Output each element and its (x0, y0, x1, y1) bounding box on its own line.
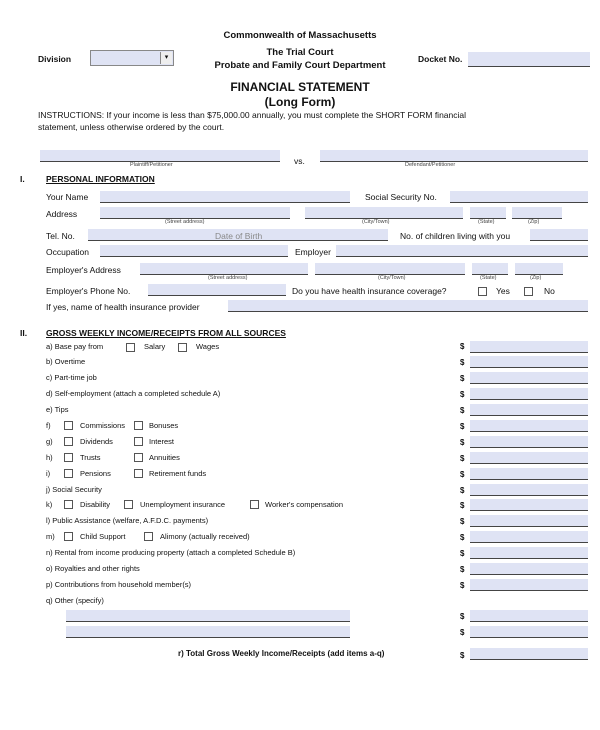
employer-street-input[interactable] (140, 263, 308, 275)
currency-symbol: $ (460, 549, 465, 558)
section-2-title: GROSS WEEKLY INCOME/RECEIPTS FROM ALL SOURCES (46, 328, 286, 338)
occupation-input[interactable] (100, 245, 288, 257)
currency-symbol: $ (460, 533, 465, 542)
section-1-title: PERSONAL INFORMATION (46, 174, 155, 184)
income-g-input[interactable] (470, 436, 588, 448)
income-d-input[interactable] (470, 388, 588, 400)
annuities-checkbox[interactable] (134, 453, 143, 462)
alimony-checkbox[interactable] (144, 532, 153, 541)
alimony-label: Alimony (actually received) (160, 532, 250, 541)
income-h-label: h) (46, 453, 53, 462)
defendant-input[interactable] (320, 150, 588, 162)
salary-label: Salary (144, 342, 166, 351)
address-zip-input[interactable] (512, 207, 562, 219)
address-city-input[interactable] (305, 207, 463, 219)
disability-label: Disability (80, 500, 111, 509)
plaintiff-input[interactable] (40, 150, 280, 162)
workers-comp-checkbox[interactable] (250, 500, 259, 509)
children-label: No. of children living with you (400, 231, 511, 241)
income-j-input[interactable] (470, 484, 588, 496)
occupation-label: Occupation (46, 247, 89, 257)
income-b-input[interactable] (470, 356, 588, 368)
currency-symbol: $ (460, 470, 465, 479)
income-total-label: r) Total Gross Weekly Income/Receipts (add items a-q) (178, 649, 385, 658)
plaintiff-caption: Plaintiff/Petitioner (130, 162, 173, 168)
employer-address-label: Employer's Address (46, 265, 121, 275)
income-f-label: f) (46, 421, 51, 430)
currency-symbol: $ (460, 342, 465, 351)
dividends-label: Dividends (80, 437, 113, 446)
wages-checkbox[interactable] (178, 343, 187, 352)
currency-symbol: $ (460, 628, 465, 637)
section-2-number: II. (20, 328, 28, 338)
address-street-input[interactable] (100, 207, 290, 219)
income-n-input[interactable] (470, 547, 588, 559)
health-yes-checkbox[interactable] (478, 287, 487, 296)
currency-symbol: $ (460, 406, 465, 415)
employer-input[interactable] (336, 245, 588, 257)
your-name-input[interactable] (100, 191, 350, 203)
income-a-input[interactable] (470, 341, 588, 353)
income-m-input[interactable] (470, 531, 588, 543)
currency-symbol: $ (460, 374, 465, 383)
your-name-label: Your Name (46, 192, 89, 202)
income-k-label: k) (46, 500, 53, 509)
docket-label: Docket No. (418, 54, 463, 64)
trusts-label: Trusts (80, 453, 101, 462)
header-commonwealth: Commonwealth of Massachusetts (223, 30, 377, 41)
income-f-input[interactable] (470, 420, 588, 432)
currency-symbol: $ (460, 422, 465, 431)
address-label: Address (46, 209, 78, 219)
income-l-label: l) Public Assistance (welfare, A.F.D.C. payments) (46, 516, 209, 525)
division-select[interactable] (90, 50, 174, 66)
income-m-label: m) (46, 532, 55, 541)
salary-checkbox[interactable] (126, 343, 135, 352)
employer-city-caption: (City/Town) (378, 275, 406, 281)
unemployment-checkbox[interactable] (124, 500, 133, 509)
currency-symbol: $ (460, 486, 465, 495)
docket-input[interactable] (468, 52, 590, 67)
bonuses-label: Bonuses (149, 421, 179, 430)
income-total-input[interactable] (470, 648, 588, 660)
income-q-label: q) Other (specify) (46, 596, 104, 605)
income-p-label: p) Contributions from household member(s) (46, 580, 192, 589)
income-e-input[interactable] (470, 404, 588, 416)
insurance-provider-input[interactable] (228, 300, 588, 312)
currency-symbol: $ (460, 565, 465, 574)
dividends-checkbox[interactable] (64, 437, 73, 446)
health-no-checkbox[interactable] (524, 287, 533, 296)
tel-label: Tel. No. (46, 231, 75, 241)
instructions-line-1: INSTRUCTIONS: If your income is less than $75,000.00 annually, you must complete the SHORT FORM financial (38, 110, 467, 120)
unemployment-label: Unemployment insurance (140, 500, 226, 509)
currency-symbol: $ (460, 501, 465, 510)
employer-street-caption: (Street address) (208, 275, 248, 281)
disability-checkbox[interactable] (64, 500, 73, 509)
pensions-checkbox[interactable] (64, 469, 73, 478)
header-trial-court: The Trial Court (266, 47, 334, 58)
currency-symbol: $ (460, 651, 465, 660)
employer-state-input[interactable] (472, 263, 508, 275)
defendant-caption: Defendant/Petitioner (405, 162, 456, 168)
division-label: Division (38, 54, 72, 64)
pensions-label: Pensions (80, 469, 111, 478)
income-e-label: e) Tips (46, 405, 69, 414)
zip-caption: (Zip) (528, 219, 540, 225)
income-i-label: i) (46, 469, 51, 478)
bonuses-checkbox[interactable] (134, 421, 143, 430)
income-c-input[interactable] (470, 372, 588, 384)
income-h-input[interactable] (470, 452, 588, 464)
employer-phone-label: Employer's Phone No. (46, 286, 131, 296)
other-specify-input-2[interactable] (66, 626, 350, 638)
currency-symbol: $ (460, 454, 465, 463)
health-coverage-label: Do you have health insurance coverage? (292, 286, 447, 296)
income-d-label: d) Self-employment (attach a completed schedule A) (46, 389, 221, 398)
section-1-number: I. (20, 174, 25, 184)
income-q2-input[interactable] (470, 626, 588, 638)
ssn-label: Social Security No. (365, 192, 437, 202)
currency-symbol: $ (460, 612, 465, 621)
income-j-label: j) Social Security (46, 485, 102, 494)
city-caption: (City/Town) (362, 219, 390, 225)
income-g-label: g) (46, 437, 53, 446)
currency-symbol: $ (460, 517, 465, 526)
employer-state-caption: (State) (480, 275, 497, 281)
income-c-label: c) Part-time job (46, 373, 97, 382)
interest-label: Interest (149, 437, 175, 446)
income-q1-input[interactable] (470, 610, 588, 622)
income-n-label: n) Rental from income producing property (attach a completed Schedule B) (46, 548, 296, 557)
health-yes-label: Yes (496, 286, 510, 296)
children-input[interactable] (530, 229, 588, 241)
instructions-line-2: statement, unless otherwise ordered by the court. (38, 122, 225, 132)
income-b-label: b) Overtime (46, 357, 86, 366)
ssn-input[interactable] (450, 191, 588, 203)
interest-checkbox[interactable] (134, 437, 143, 446)
currency-symbol: $ (460, 581, 465, 590)
retirement-funds-label: Retirement funds (149, 469, 207, 478)
dob-placeholder: Date of Birth (215, 231, 263, 241)
wages-label: Wages (196, 342, 220, 351)
form-subtitle: (Long Form) (264, 95, 336, 109)
income-a-label: a) Base pay from (46, 342, 104, 351)
income-k-input[interactable] (470, 499, 588, 511)
income-o-input[interactable] (470, 563, 588, 575)
income-p-input[interactable] (470, 579, 588, 591)
commissions-checkbox[interactable] (64, 421, 73, 430)
commissions-label: Commissions (80, 421, 126, 430)
employer-label: Employer (295, 247, 331, 257)
header-department: Probate and Family Court Department (214, 60, 386, 71)
child-support-label: Child Support (80, 532, 126, 541)
chevron-down-icon[interactable]: ▾ (160, 52, 172, 64)
currency-symbol: $ (460, 438, 465, 447)
retirement-funds-checkbox[interactable] (134, 469, 143, 478)
employer-zip-input[interactable] (515, 263, 563, 275)
trusts-checkbox[interactable] (64, 453, 73, 462)
currency-symbol: $ (460, 390, 465, 399)
income-l-input[interactable] (470, 515, 588, 527)
employer-city-input[interactable] (315, 263, 465, 275)
health-no-label: No (544, 286, 555, 296)
annuities-label: Annuities (149, 453, 180, 462)
employer-phone-input[interactable] (148, 284, 286, 296)
income-i-input[interactable] (470, 468, 588, 480)
employer-zip-caption: (Zip) (530, 275, 542, 281)
state-caption: (State) (478, 219, 495, 225)
other-specify-input-1[interactable] (66, 610, 350, 622)
child-support-checkbox[interactable] (64, 532, 73, 541)
insurance-provider-label: If yes, name of health insurance provider (46, 302, 200, 312)
currency-symbol: $ (460, 358, 465, 367)
street-caption: (Street address) (165, 219, 205, 225)
address-state-input[interactable] (470, 207, 506, 219)
income-o-label: o) Royalties and other rights (46, 564, 140, 573)
vs-label: vs. (294, 156, 305, 166)
workers-comp-label: Worker's compensation (265, 500, 343, 509)
form-title: FINANCIAL STATEMENT (230, 80, 370, 94)
